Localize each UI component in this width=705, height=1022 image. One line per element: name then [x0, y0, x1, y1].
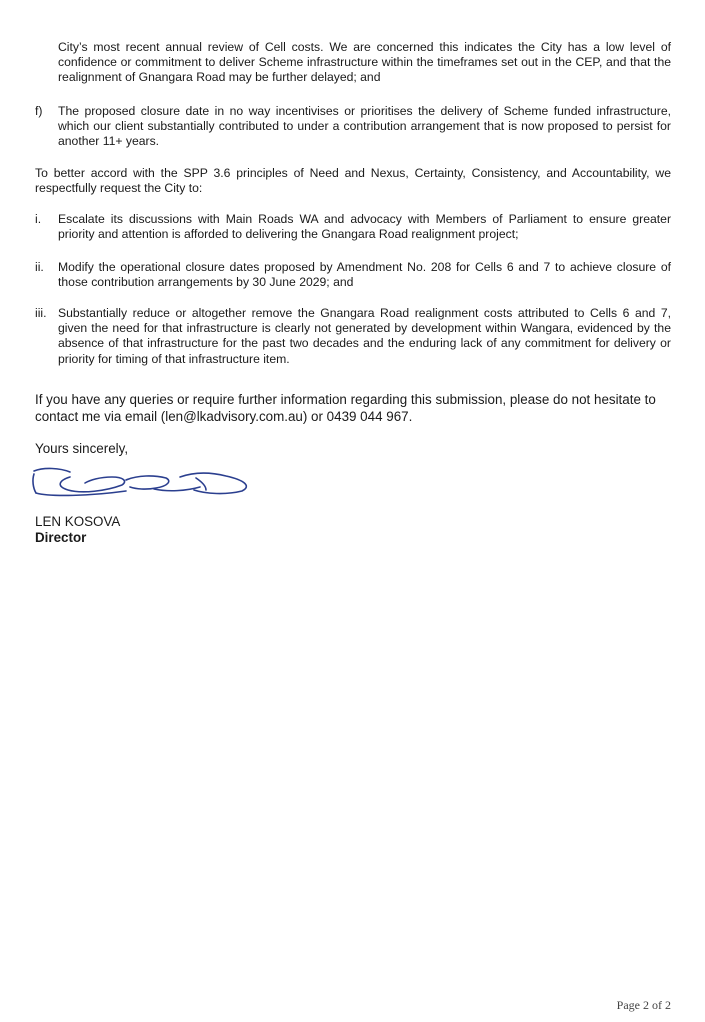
list-marker: f) [35, 104, 43, 118]
request-intro: To better accord with the SPP 3.6 principles of Need and Nexus, Certainty, Consistency, and Accountability, we respectfully request the City to: [35, 166, 671, 196]
request-item-ii [35, 260, 671, 290]
list-marker: ii. [35, 260, 44, 274]
list-item-text: Escalate its discussions with Main Roads WA and advocacy with Members of Parliament to ensure greater priority and attention is afforded to delivering the Gnangara Road realignment project; [58, 212, 671, 242]
closing-paragraph: If you have any queries or require further information regarding this submission, please do not hesitate to contact me via email (len@lkadvisory.com.au) or 0439 044 967. [35, 392, 656, 424]
list-item-text: Modify the operational closure dates proposed by Amendment No. 208 for Cells 6 and 7 to achieve closure of those contribution arrangements by 30 June 2029; and [58, 260, 671, 290]
sign-off: Yours sincerely, [35, 441, 129, 456]
request-item-iii [35, 306, 671, 367]
signer-name: LEN KOSOVA [35, 514, 121, 529]
request-item-i [35, 212, 671, 242]
page-number: Page 2 of 2 [616, 998, 671, 1012]
list-marker: iii. [35, 306, 47, 320]
signer-title: Director [35, 530, 87, 545]
list-item-text: Substantially reduce or altogether remove the Gnangara Road realignment costs attributed to Cells 6 and 7, given the need for that infrastructure is clearly not generated by development within Wangara, evidenced by the absence of that infrastructure for the past two decades and the enduring lack of any commitment for delivery or priority for timing of that infrastructure item. [58, 306, 671, 366]
handwritten-signature [30, 464, 252, 500]
list-item-f [35, 104, 671, 150]
list-marker: i. [35, 212, 42, 226]
continuation-paragraph: City’s most recent annual review of Cell costs. We are concerned this indicates the City has a low level of confidence or commitment to deliver Scheme infrastructure within the timeframes set out in the CEP, and that the realignment of Gnangara Road may be further delayed; and [58, 40, 671, 85]
list-item-text: The proposed closure date in no way incentivises or prioritises the delivery of Scheme funded infrastructure, which our client substantially contributed to under a contribution arrangement that is now proposed to persist for another 11+ years. [58, 104, 671, 149]
